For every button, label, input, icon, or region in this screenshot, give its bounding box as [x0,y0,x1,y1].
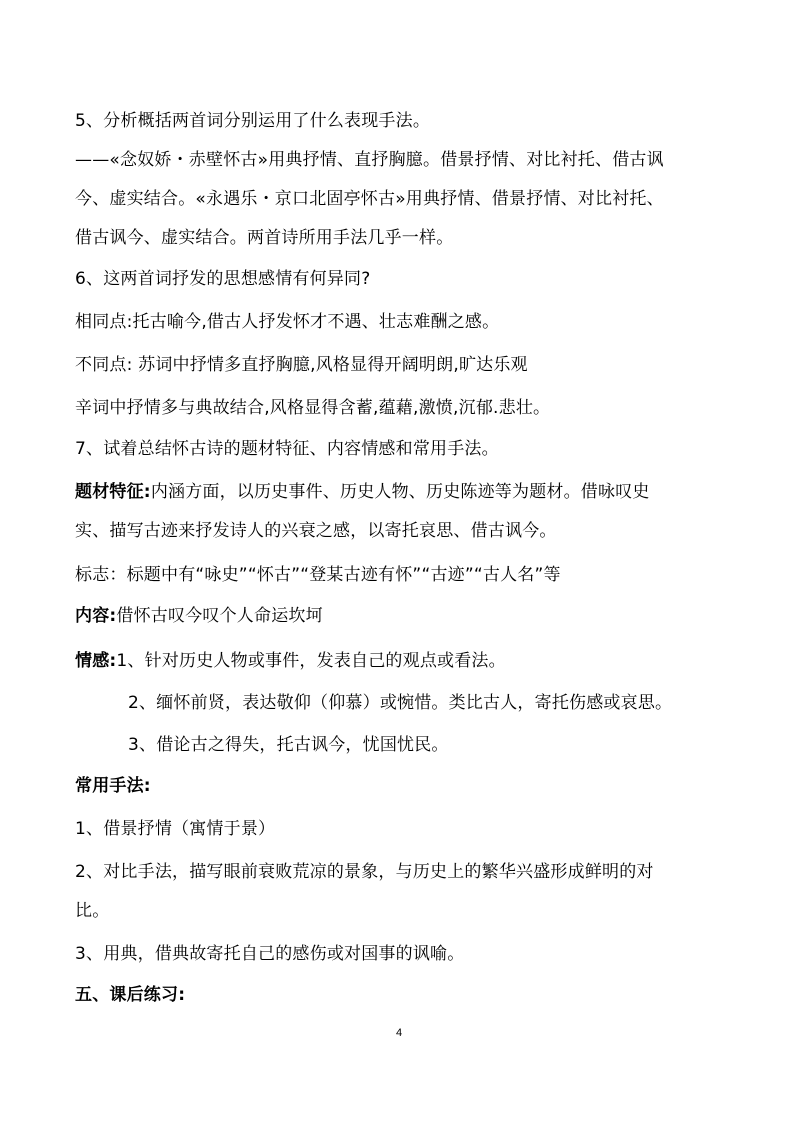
content-line [75,605,735,627]
question-7-title: 7、试着总结怀古诗的题材特征、内容情感和常用手法。 [75,439,499,459]
theme-feature-label: 题材特征: [75,482,151,502]
emotion-item-2: 2、缅怀前贤，表达敬仰（仰慕）或惋惜。类比古人，寄托伤感或哀思。 [128,693,673,713]
theme-feature-line-2: 实、描写古迹来抒发诗人的兴衰之感，以寄托哀思、借古讽今。 [75,521,557,541]
theme-feature-line-1 [75,481,735,503]
content-label: 内容: [75,606,117,626]
method-item-2-line-1: 2、对比手法，描写眼前衰败荒凉的景象，与历史上的繁华兴盛形成鲜明的对 [75,862,654,882]
page-number: 4 [395,1027,403,1039]
emotion-label: 情感: [75,651,117,671]
question-5-title: 5、分析概括两首词分别运用了什么表现手法。 [75,111,431,131]
theme-feature-text: 内涵方面，以历史事件、历史人物、历史陈迹等为题材。借咏叹史 [150,482,650,502]
title-marker-line: 标志：标题中有“咏史”“怀古”“登某古迹有怀”“古迹”“古人名”等 [75,565,561,585]
emotion-item-1: 1、针对历史人物或事件，发表自己的观点或看法。 [116,651,506,671]
emotion-item-3: 3、借论古之得失，托古讽今，忧国忧民。 [128,735,449,755]
content-text: 借怀古叹今叹个人命运坎坷 [116,606,323,626]
method-item-1: 1、借景抒情（寓情于景） [75,819,276,839]
emotion-line-1 [75,650,735,672]
question-6-difference-xin: 辛词中抒情多与典故结合,风格显得含蓄,蕴藉,激愤,沉郁.悲壮。 [75,398,551,418]
section-5-title: 五、课后练习: [75,985,186,1005]
question-6-title: 6、这两首词抒发的思想感情有何异同? [75,269,371,289]
question-6-difference-su: 不同点: 苏词中抒情多直抒胸臆,风格显得开阔明朗,旷达乐观 [75,355,528,375]
common-methods-label: 常用手法: [75,776,151,796]
question-5-answer-line-3: 借古讽今、虚实结合。两首诗所用手法几乎一样。 [75,228,454,248]
method-item-3: 3、用典，借典故寄托自己的感伤或对国事的讽喻。 [75,944,465,964]
question-5-answer-line-2: 今、虚实结合。«永遇乐・京口北固亭怀古»用典抒情、借景抒情、对比衬托、 [75,189,664,209]
question-5-answer-line-1: ——«念奴娇・赤壁怀古»用典抒情、直抒胸臆。借景抒情、对比衬托、借古讽 [75,150,664,170]
method-item-2-line-2: 比。 [75,901,110,921]
question-6-similarity: 相同点:托古喻今,借古人抒发怀才不遇、壮志难酬之感。 [75,312,500,332]
